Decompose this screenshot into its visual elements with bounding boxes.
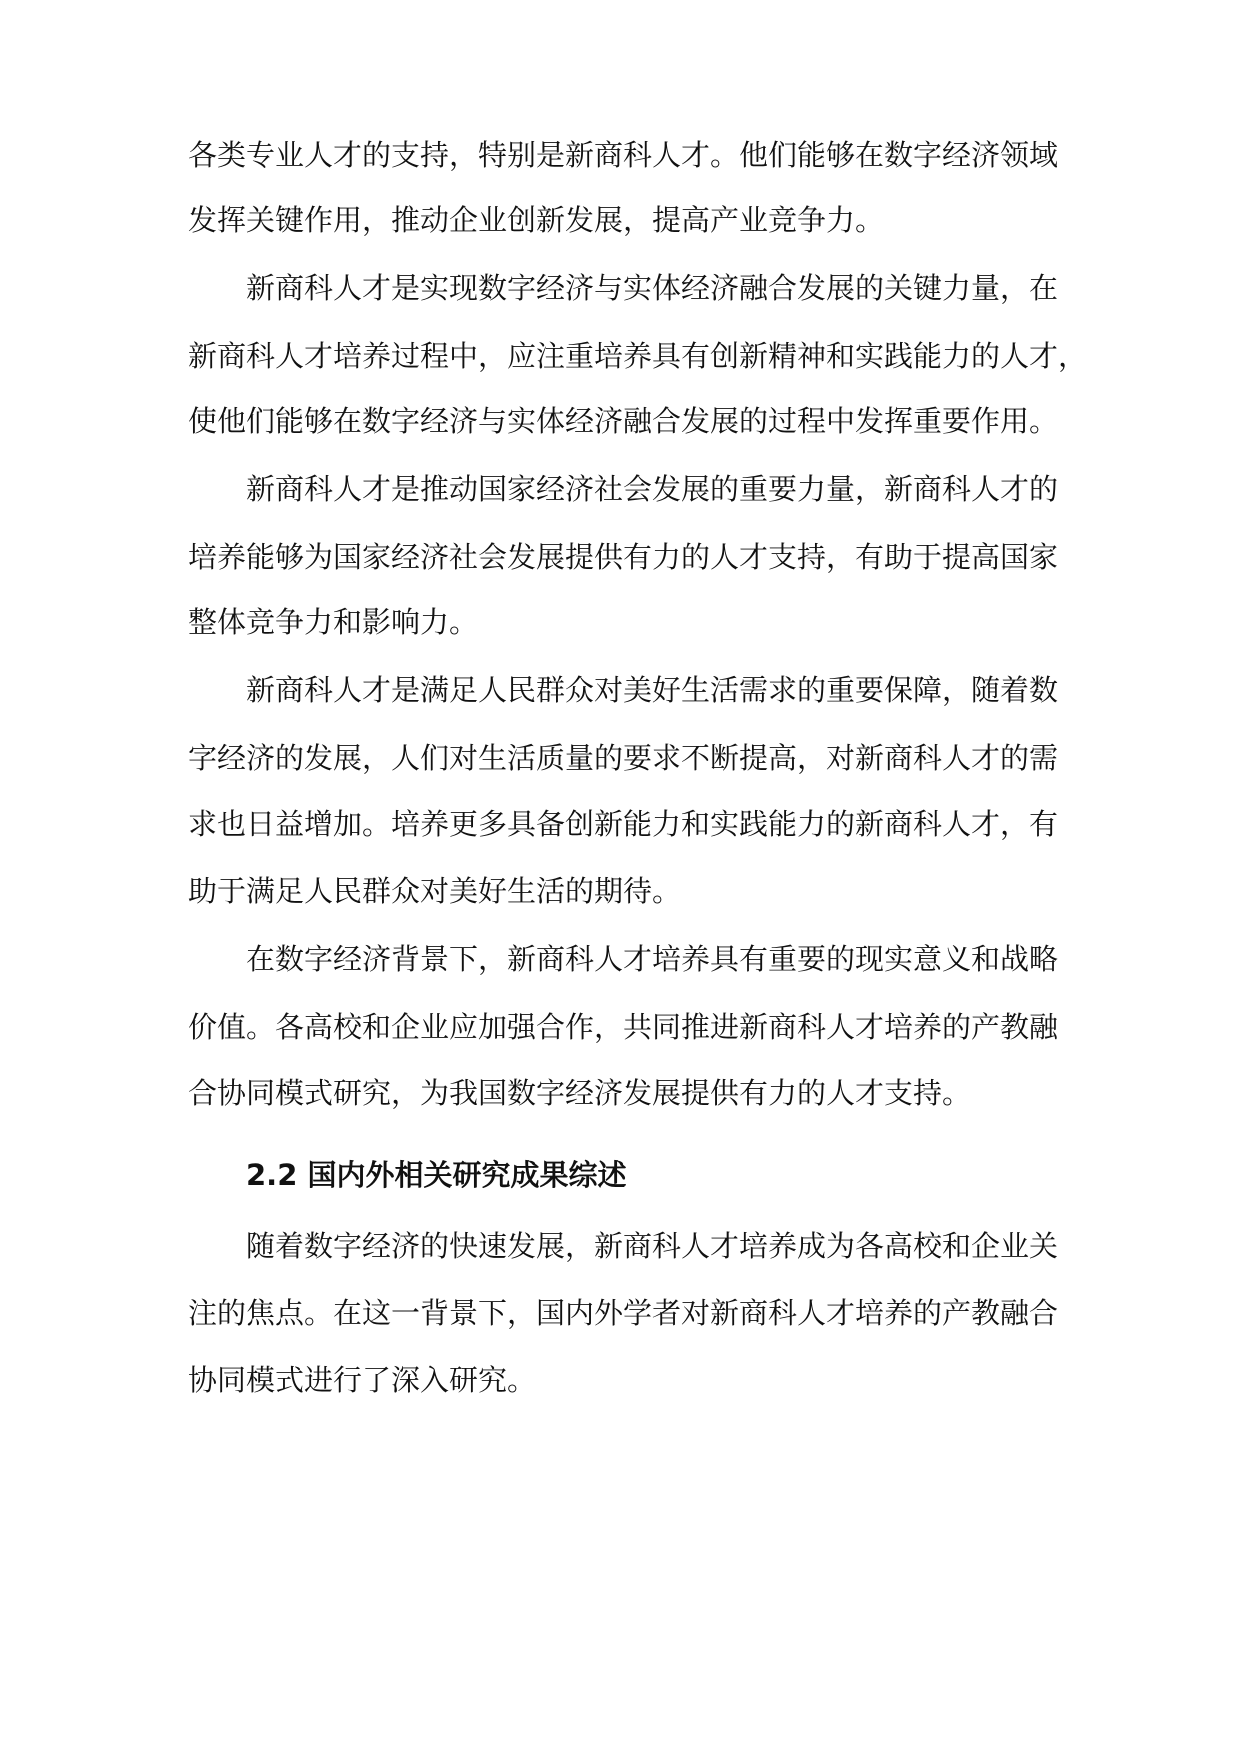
paragraph-line: 新商科人才是推动国家经济社会发展的重要力量，新商科人才的 (246, 472, 1059, 506)
paragraph-line: 合协同模式研究，为我国数字经济发展提供有力的人才支持。 (188, 1076, 972, 1110)
paragraph-line: 字经济的发展，人们对生活质量的要求不断提高，对新商科人才的需 (188, 741, 1059, 775)
paragraph-line: 在数字经济背景下，新商科人才培养具有重要的现实意义和战略 (246, 942, 1059, 976)
paragraph-line: 新商科人才是实现数字经济与实体经济融合发展的关键力量，在 (246, 271, 1059, 305)
paragraph-line: 整体竞争力和影响力。 (188, 605, 479, 639)
paragraph-line: 各类专业人才的支持，特别是新商科人才。他们能够在数字经济领域 (188, 138, 1059, 172)
paragraph-line: 求也日益增加。培养更多具备创新能力和实践能力的新商科人才，有 (188, 807, 1059, 841)
paragraph-line: 培养能够为国家经济社会发展提供有力的人才支持，有助于提高国家 (188, 540, 1059, 574)
paragraph-line: 新商科人才是满足人民群众对美好生活需求的重要保障，随着数 (246, 673, 1059, 707)
paragraph-line: 注的焦点。在这一背景下，国内外学者对新商科人才培养的产教融合 (188, 1296, 1059, 1330)
paragraph-line: 协同模式进行了深入研究。 (188, 1363, 537, 1397)
paragraph-line: 价值。各高校和企业应加强合作，共同推进新商科人才培养的产教融 (188, 1010, 1059, 1044)
paragraph-line: 助于满足人民群众对美好生活的期待。 (188, 874, 682, 908)
section-heading: 2.2 国内外相关研究成果综述 (246, 1158, 627, 1192)
paragraph-line: 随着数字经济的快速发展，新商科人才培养成为各高校和企业关 (246, 1229, 1059, 1263)
paragraph-line: 发挥关键作用，推动企业创新发展，提高产业竞争力。 (188, 203, 885, 237)
paragraph-line: 新商科人才培养过程中，应注重培养具有创新精神和实践能力的人才， (188, 339, 1088, 373)
paragraph-line: 使他们能够在数字经济与实体经济融合发展的过程中发挥重要作用。 (188, 404, 1059, 438)
